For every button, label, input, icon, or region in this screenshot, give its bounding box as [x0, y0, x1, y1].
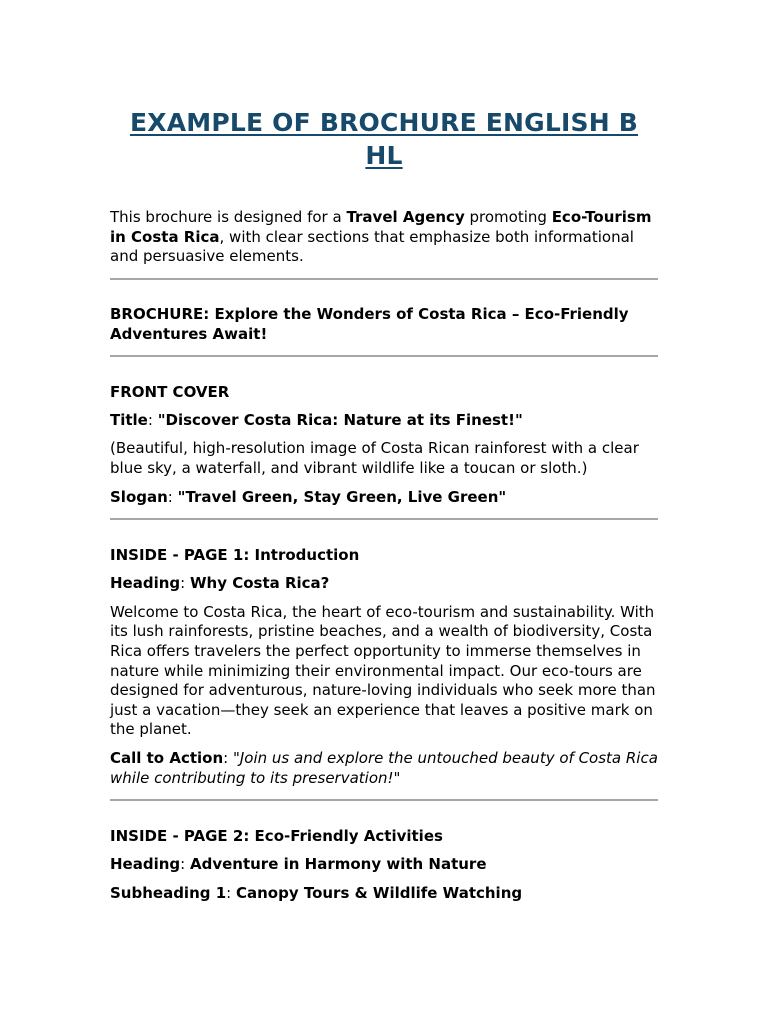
page-1-cta-line [110, 749, 658, 788]
page-2-subheading-line [110, 884, 658, 904]
page-2-section [110, 826, 658, 903]
intro-text-2: promoting [464, 208, 552, 226]
page-1-heading-label: Heading [110, 574, 181, 593]
front-cover-slogan-sep: : [167, 487, 178, 506]
front-cover-title-line [110, 411, 658, 431]
page-1-cta-value: Join us and explore the untouched beauty of Costa Rica while contributing to its preservation! [110, 748, 658, 787]
intro-paragraph [110, 208, 658, 267]
front-cover-title-label: Title [110, 410, 148, 429]
front-cover-slogan-line [110, 488, 658, 508]
page-2-heading: INSIDE - PAGE 2: Eco-Friendly Activities [110, 827, 443, 846]
page-1-cta-sep: : " [223, 748, 240, 767]
page-1-cta-close: " [393, 768, 401, 787]
page-1-heading-line [110, 574, 658, 594]
intro-bold-travel-agency: Travel Agency [346, 208, 465, 226]
front-cover-title-sep: : [147, 410, 158, 429]
page-2-heading-sep: : [180, 855, 190, 874]
page-2-subheading-label: Subheading 1 [110, 883, 227, 902]
page-1-heading: INSIDE - PAGE 1: Introduction [110, 546, 360, 565]
page-1-cta-label: Call to Action [110, 748, 224, 767]
intro-text-3: , with clear sections that emphasize both informational and persuasive elements. [110, 227, 634, 266]
page-2-heading-line [110, 855, 658, 875]
front-cover-image-note: (Beautiful, high-resolution image of Costa Rican rainforest with a clear blue sky, a waterfall, and vibrant wildlife like a toucan or sloth.) [110, 439, 639, 477]
page-1-section [110, 545, 658, 788]
divider-2 [110, 355, 658, 357]
front-cover-section [110, 382, 658, 507]
page-2-heading-value: Adventure in Harmony with Nature [189, 855, 487, 874]
divider-1 [110, 278, 658, 280]
document-title-text: EXAMPLE OF BROCHURE ENGLISH B HL [129, 108, 639, 170]
front-cover-slogan-value: "Travel Green, Stay Green, Live Green" [177, 487, 507, 506]
front-cover-heading: FRONT COVER [110, 382, 230, 401]
page-1-body: Welcome to Costa Rica, the heart of eco-tourism and sustainability. With its lush rainforests, pristine beaches, and a wealth of biodiversity, Costa Rica offers travelers the perfect opportunity to immerse themselves in nature while minimizing their environmental impact. Our eco-tours are designed for adventurous, nature-loving individuals who seek more than just a vacation—they seek an experience that leaves a positive mark on the planet. [110, 602, 656, 739]
front-cover-title-value: "Discover Costa Rica: Nature at its Finest!" [157, 410, 523, 429]
intro-text-1: This brochure is designed for a [110, 208, 347, 226]
page-2-subheading-value: Canopy Tours & Wildlife Watching [235, 883, 523, 902]
front-cover-slogan-label: Slogan [110, 487, 168, 506]
brochure-heading: BROCHURE: Explore the Wonders of Costa Rica – Eco-Friendly Adventures Await! [110, 304, 629, 343]
page-1-heading-value: Why Costa Rica? [189, 574, 330, 593]
page-1-heading-sep: : [180, 574, 190, 593]
intro-bold-eco-tourism: Eco-Tourism in Costa Rica [110, 208, 652, 246]
document-title [110, 0, 658, 172]
page-2-subheading-sep: : [226, 883, 236, 902]
page-2-heading-label: Heading [110, 855, 181, 874]
divider-3 [110, 518, 658, 520]
divider-4 [110, 799, 658, 801]
